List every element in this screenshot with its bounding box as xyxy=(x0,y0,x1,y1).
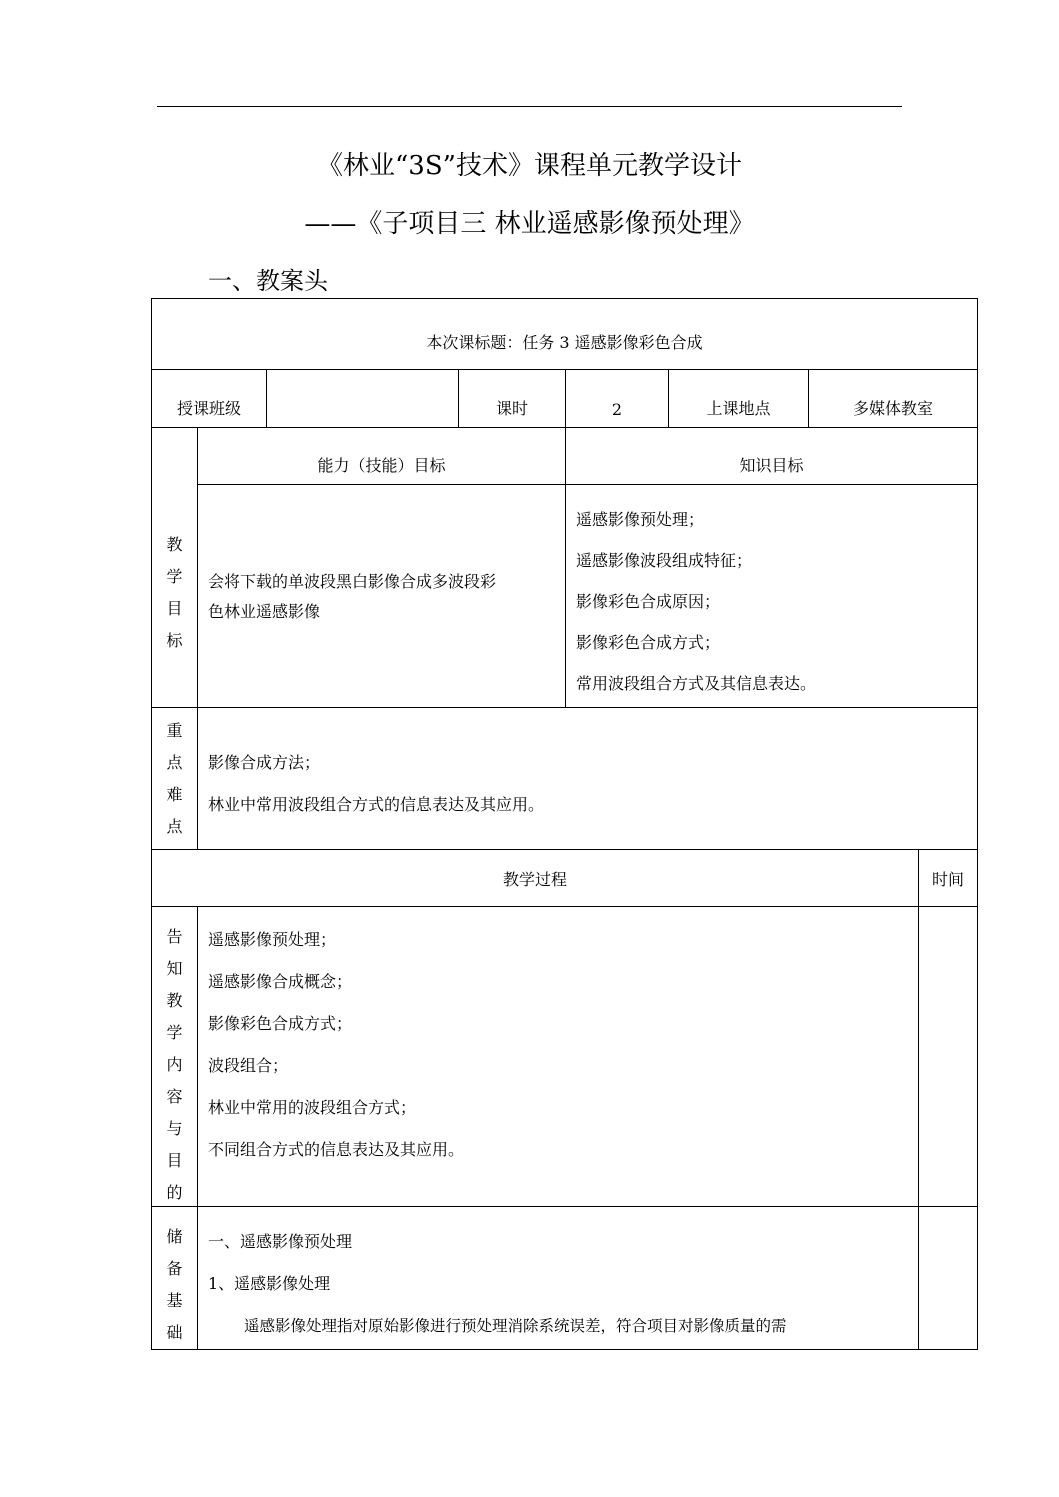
inform-item: 波段组合； xyxy=(208,1056,289,1075)
knowledge-objective-cell xyxy=(565,484,978,708)
inform-item: 影像彩色合成方式； xyxy=(208,1014,353,1033)
process-header-cell xyxy=(151,849,919,907)
hours-label: 课时 xyxy=(495,399,528,418)
knowledge-header: 知识目标 xyxy=(739,456,804,475)
reserve-content-cell xyxy=(197,1206,919,1350)
skill-objective-line: 会将下载的单波段黑白影像合成多波段彩 xyxy=(208,572,497,591)
reserve-time-cell xyxy=(918,1206,978,1350)
inform-time-cell xyxy=(918,906,978,1207)
knowledge-item: 影像彩色合成原因； xyxy=(576,592,721,611)
section-heading: 一、教案头 xyxy=(208,267,328,295)
process-header: 教学过程 xyxy=(502,869,567,889)
hours-value-cell xyxy=(565,369,669,428)
inform-item: 不同组合方式的信息表达及其应用。 xyxy=(208,1140,465,1159)
reserve-subheading: 1、遥感影像处理 xyxy=(208,1274,331,1293)
inform-item: 林业中常用的波段组合方式； xyxy=(208,1098,417,1117)
time-header: 时间 xyxy=(931,869,964,889)
document-title: 《林业“3S”技术》课程单元教学设计 xyxy=(317,151,742,181)
location-value: 多媒体教室 xyxy=(852,399,933,418)
reserve-paragraph: 遥感影像处理指对原始影像进行预处理消除系统误差，符合项目对影像质量的需 xyxy=(244,1317,787,1335)
knowledge-item: 影像彩色合成方式； xyxy=(576,633,721,652)
class-value-cell xyxy=(266,369,459,428)
document-subtitle: ——《子项目三 林业遥感影像预处理》 xyxy=(304,209,755,239)
inform-item: 遥感影像合成概念； xyxy=(208,972,353,991)
knowledge-item: 常用波段组合方式及其信息表达。 xyxy=(576,674,817,693)
knowledge-item: 遥感影像预处理； xyxy=(576,510,705,529)
keypoint-item: 林业中常用波段组合方式的信息表达及其应用。 xyxy=(208,795,545,814)
location-label: 上课地点 xyxy=(706,399,771,418)
keypoints-cell xyxy=(197,707,978,850)
skill-objective-line: 色林业遥感影像 xyxy=(208,602,321,621)
location-label-cell xyxy=(668,369,809,428)
lesson-topic-cell xyxy=(151,298,978,370)
hours-label-cell xyxy=(458,369,566,428)
keypoints-side-label: 重 点 难 点 xyxy=(151,707,198,850)
skill-objective-cell xyxy=(197,484,566,708)
inform-side-label: 告 知 教 学 内 容 与 目 的 xyxy=(151,906,198,1207)
skill-header-cell xyxy=(197,427,566,485)
class-label-cell xyxy=(151,369,267,428)
knowledge-item: 遥感影像波段组成特征； xyxy=(576,551,753,570)
keypoint-item: 影像合成方法； xyxy=(208,753,321,772)
skill-header: 能力（技能）目标 xyxy=(317,456,446,475)
inform-content-cell xyxy=(197,906,919,1207)
reserve-side-label: 储 备 基 础 xyxy=(151,1206,198,1350)
class-label: 授课班级 xyxy=(176,399,241,418)
hours-value: 2 xyxy=(611,400,623,419)
knowledge-header-cell xyxy=(565,427,978,485)
time-header-cell xyxy=(918,849,978,907)
reserve-heading: 一、遥感影像预处理 xyxy=(208,1232,353,1251)
header-rule xyxy=(157,106,902,107)
inform-item: 遥感影像预处理； xyxy=(208,930,337,949)
lesson-topic: 本次课标题：任务 3 遥感影像彩色合成 xyxy=(426,332,703,352)
location-value-cell xyxy=(808,369,978,428)
objectives-side-label: 教 学 目 标 xyxy=(151,427,198,708)
